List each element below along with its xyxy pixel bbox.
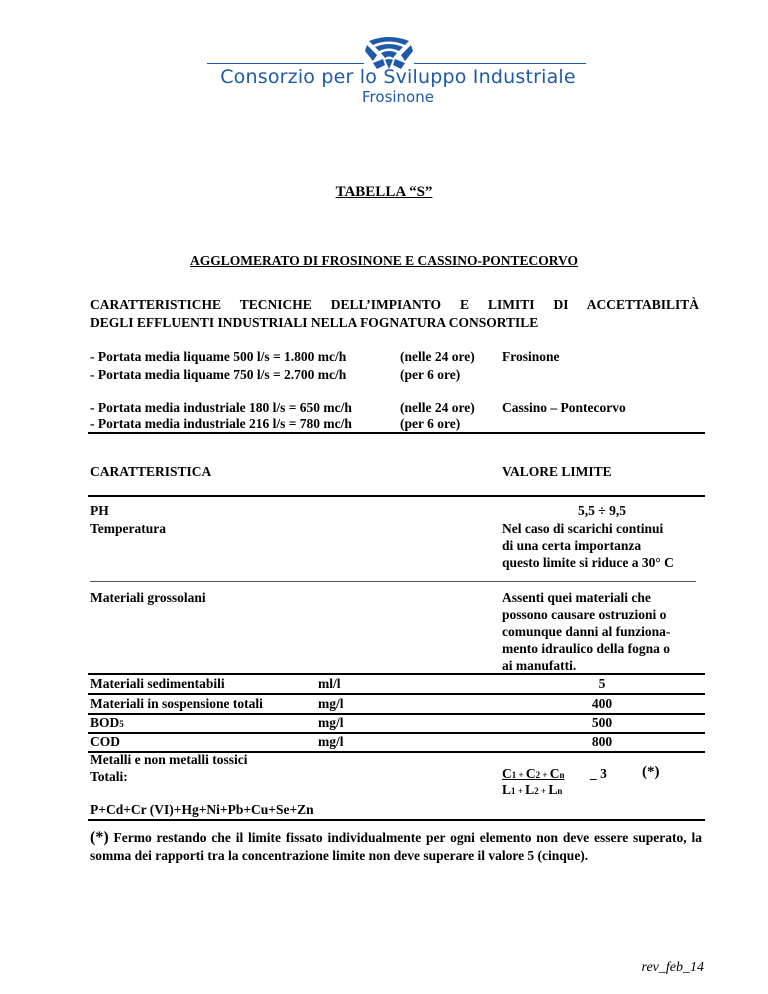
org-city: Frosinone: [362, 88, 434, 106]
row-temperature-value: di una certa importanza: [502, 538, 642, 553]
revision-label: rev_feb_14: [641, 960, 704, 975]
page-subtitle: AGGLOMERATO DI FROSINONE E CASSINO-PONTECORVO: [189, 253, 579, 268]
intro-line-2: DEGLI EFFLUENTI INDUSTRIALI NELLA FOGNATURA CONSORTILE: [90, 315, 539, 330]
footnote: (*) Fermo restando che il limite fissato individualmente per ogni elemento non deve essere superato, la somma dei rapporti tra la concentrazione limite non deve superare il valore 5 (cinque).: [90, 829, 702, 863]
row-metals-label: Totali:: [90, 769, 128, 784]
flow-label: - Portata media liquame 750 l/s = 2.700 mc/h: [90, 367, 347, 382]
row-unit: ml/l: [318, 676, 341, 691]
formula-denominator: L1 + L2 + Ln: [502, 782, 563, 797]
row-coarse-value: comunque danni al funziona-: [502, 624, 671, 639]
flow-label: - Portata media industriale 216 l/s = 780 mc/h: [90, 416, 352, 431]
row-metals-name: Metalli e non metalli tossici: [90, 752, 248, 767]
row-value: 500: [591, 715, 613, 730]
row-unit: mg/l: [318, 715, 344, 730]
row-coarse-value: mento idraulico della fogna o: [502, 641, 670, 656]
flow-period: (per 6 ore): [400, 367, 461, 382]
row-name: Materiali sedimentabili: [90, 676, 225, 691]
row-ph-value: 5,5 ÷ 9,5: [578, 503, 626, 518]
page-title: TABELLA “S”: [335, 184, 433, 200]
column-header-characteristic: CARATTERISTICA: [90, 464, 212, 479]
flow-period: (nelle 24 ore): [400, 349, 475, 364]
flow-period: (nelle 24 ore): [400, 400, 475, 415]
org-name: Consorzio per lo Sviluppo Industriale: [220, 66, 576, 88]
row-name: Materiali in sospensione totali: [90, 696, 263, 711]
row-value: 5: [598, 676, 606, 691]
row-temperature-value: questo limite si riduce a 30° C: [502, 555, 674, 570]
row-coarse-value: possono causare ostruzioni o: [502, 607, 667, 622]
divider: [88, 495, 705, 497]
row-unit: mg/l: [318, 696, 344, 711]
flow-period: (per 6 ore): [400, 416, 461, 431]
row-temperature-name: Temperatura: [90, 521, 166, 536]
row-temperature-value: Nel caso di scarichi continui: [502, 521, 664, 536]
flow-place: Frosinone: [502, 349, 560, 364]
divider: [88, 432, 705, 434]
flow-label: - Portata media industriale 180 l/s = 650 mc/h: [90, 400, 352, 415]
formula-numerator: C1 + C2 + Cn: [502, 766, 565, 781]
formula-limit: _ 3: [590, 766, 607, 781]
row-value: 800: [591, 734, 613, 749]
row-value: 400: [591, 696, 613, 711]
divider: [88, 819, 705, 821]
row-ph-name: PH: [90, 503, 109, 518]
flow-place: Cassino – Pontecorvo: [502, 400, 626, 415]
metals-elements: P+Cd+Cr (VI)+Hg+Ni+Pb+Cu+Se+Zn: [90, 802, 314, 817]
row-name: BOD5: [90, 715, 124, 730]
row-coarse-name: Materiali grossolani: [90, 590, 206, 605]
divider: [90, 581, 696, 582]
row-name: COD: [90, 734, 120, 749]
row-unit: mg/l: [318, 734, 344, 749]
row-coarse-value: Assenti quei materiali che: [502, 590, 651, 605]
logo-rule-right: [414, 63, 586, 64]
intro-line-1: CARATTERISTICHE TECNICHE DELL’IMPIANTO E LIMITI DI ACCETTABILITÀ: [90, 297, 699, 312]
logo-rule-left: [207, 63, 364, 64]
divider: [88, 693, 705, 695]
row-coarse-value: ai manufatti.: [502, 658, 577, 673]
divider: [88, 673, 705, 675]
column-header-limit: VALORE LIMITE: [502, 464, 612, 479]
flow-label: - Portata media liquame 500 l/s = 1.800 mc/h: [90, 349, 347, 364]
formula-note-mark: (*): [642, 764, 660, 780]
